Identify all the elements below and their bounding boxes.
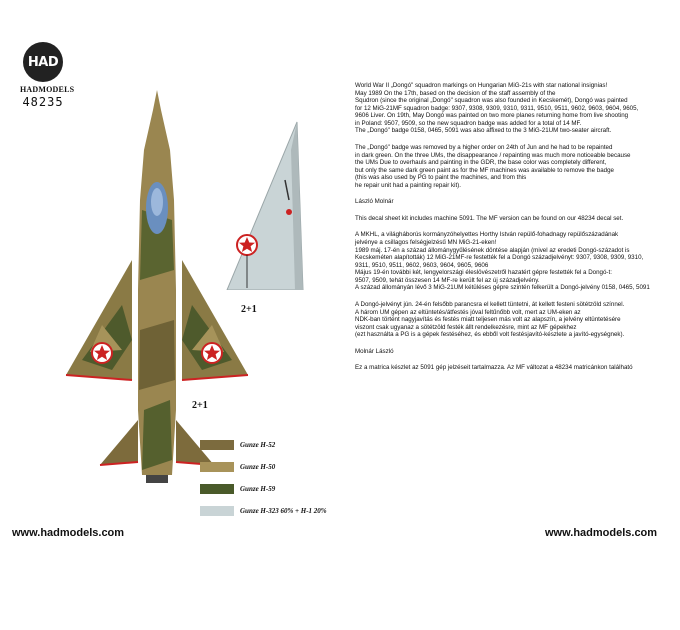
author-hungarian: Molnár László <box>355 347 394 355</box>
logo-badge: HAD <box>23 42 63 82</box>
paragraph-english-kit-note: This decal sheet kit includes machine 5091. The MF version can be found on our 48234 decal set. <box>355 214 624 222</box>
swatch-color <box>200 484 234 494</box>
swatch-color <box>200 462 234 472</box>
swatch-row <box>200 458 327 476</box>
paragraph-hungarian-history: A MKHL, a világháborús kormányzóhelyettes Horthy István repülő-fohadnagy repülőszázadának jelvénye a csillagos felségjelzésű MN MiG-21-eken! 1989 máj. 17-én a század állománygyűlésének döntése alapján (mivel az eredeti Dongó-századot is Kecskeméten alapították) 12 MiG-21MF-re festették fel a Dongó századjelvényt: 9307, 9308, 9309, 9310, 9311, 9510, 9511, 9602, 9603, 9604, 9605, 9606 Május 19-én további két, lengyelországi éleslövészetről hazatért gépre festették fel a Dongó-t: 9507, 9509, tehát összesen 14 MF-re került fel az új századjelvény. A század állományán lévő 3 MiG-21UM kétüléses gépre szintén felkerült a Dongó-jelvény 0158, 0465, 5091 <box>355 231 650 292</box>
paragraph-english-removal: The „Dongó" badge was removed by a higher order on 24th of Jun and he had to be repainted in dark green. On the three UMs, the disappearance / repainting was much more noticeable because the UMs Due to overhauls and painting in the GDR, the base color was completely different, but only the same dark green paint as for the MF machines was available to remove the badge (this was also used by PG to paint the machines, and from this he repair unit had a painting repair kit). <box>355 143 631 189</box>
swatch-color <box>200 506 234 516</box>
aircraft-top-view <box>62 90 252 490</box>
swatch-label: Gunze H-52 <box>240 441 276 449</box>
swatch-color <box>200 440 234 450</box>
product-code: 48235 <box>22 95 64 109</box>
exhaust <box>146 475 168 483</box>
right-wing-insignia <box>202 343 222 363</box>
swatch-label: Gunze H-50 <box>240 463 276 471</box>
description-text <box>355 82 673 381</box>
fin-insignia <box>237 235 257 255</box>
swatch-row <box>200 502 327 520</box>
swatch-label: Gunze H-323 60% + H-1 20% <box>240 507 327 515</box>
body-callout: 2+1 <box>192 400 208 411</box>
paragraph-hungarian-kit-note: Ez a matrica készlet az 5091 gép jelzéseit tartalmazza. Az MF változat a 48234 matricánkon található <box>355 364 633 372</box>
website-link-right[interactable]: www.hadmodels.com <box>545 527 658 539</box>
tail-fin-view <box>225 120 305 290</box>
paragraph-hungarian-removal: A Dongó-jelvényt jún. 24-én felsőbb parancsra el kellett tüntetni, át kellett festeni sötétzöld színnel. A három UM gépen az eltüntetés/átfestés jóval feltűnőbb volt, mert az UM-eken az NDK-ban történt nagyjavítás és festés miatt teljesen más volt az alapszín, a jelvény eltüntetésére viszont csak ugyanaz a sötétzöld festék állt rendelkezésre, mint az MF gépekhez (ezt használta a PG is a gépek festéséhez, és ebből volt festésjavító-készlete a javító-egységnek). <box>355 300 625 339</box>
left-wing-insignia <box>92 343 112 363</box>
website-link-left[interactable]: www.hadmodels.com <box>12 527 125 539</box>
author-english: László Molnár <box>355 198 394 206</box>
paint-swatches <box>200 436 327 524</box>
paragraph-english-history: World War II „Dongó" squadron markings on Hungarian MiG-21s with star national insignias! May 1989 On the 17th, based on the decision of the staff assembly of the Squdron (since the original „Dongó" squadron was also founded in Kecskemét), Dongó was painted for 12 MiG-21MF squadron badge: 9307, 9308, 9309, 9310, 9311, 9510, 9511, 9602, 9603, 9604, 9605, 9606 Liver. On 19th, May Dongó was painted on two more planes returning home from live shooting in Poland: 9507, 9509, so the new squadron badge was added for a total of 14 MF. The „Dongó" badge 0158, 0465, 5091 was also affixed to the 3 MiG-21UM two-seater aircraft. <box>355 82 639 135</box>
swatch-row <box>200 480 327 498</box>
fin-callout: 2+1 <box>241 304 257 315</box>
left-tailplane <box>100 420 138 465</box>
swatch-row <box>200 436 327 454</box>
brand-name: HADMODELS <box>20 85 75 94</box>
swatch-label: Gunze H-59 <box>240 485 276 493</box>
brand-logo <box>20 42 75 109</box>
